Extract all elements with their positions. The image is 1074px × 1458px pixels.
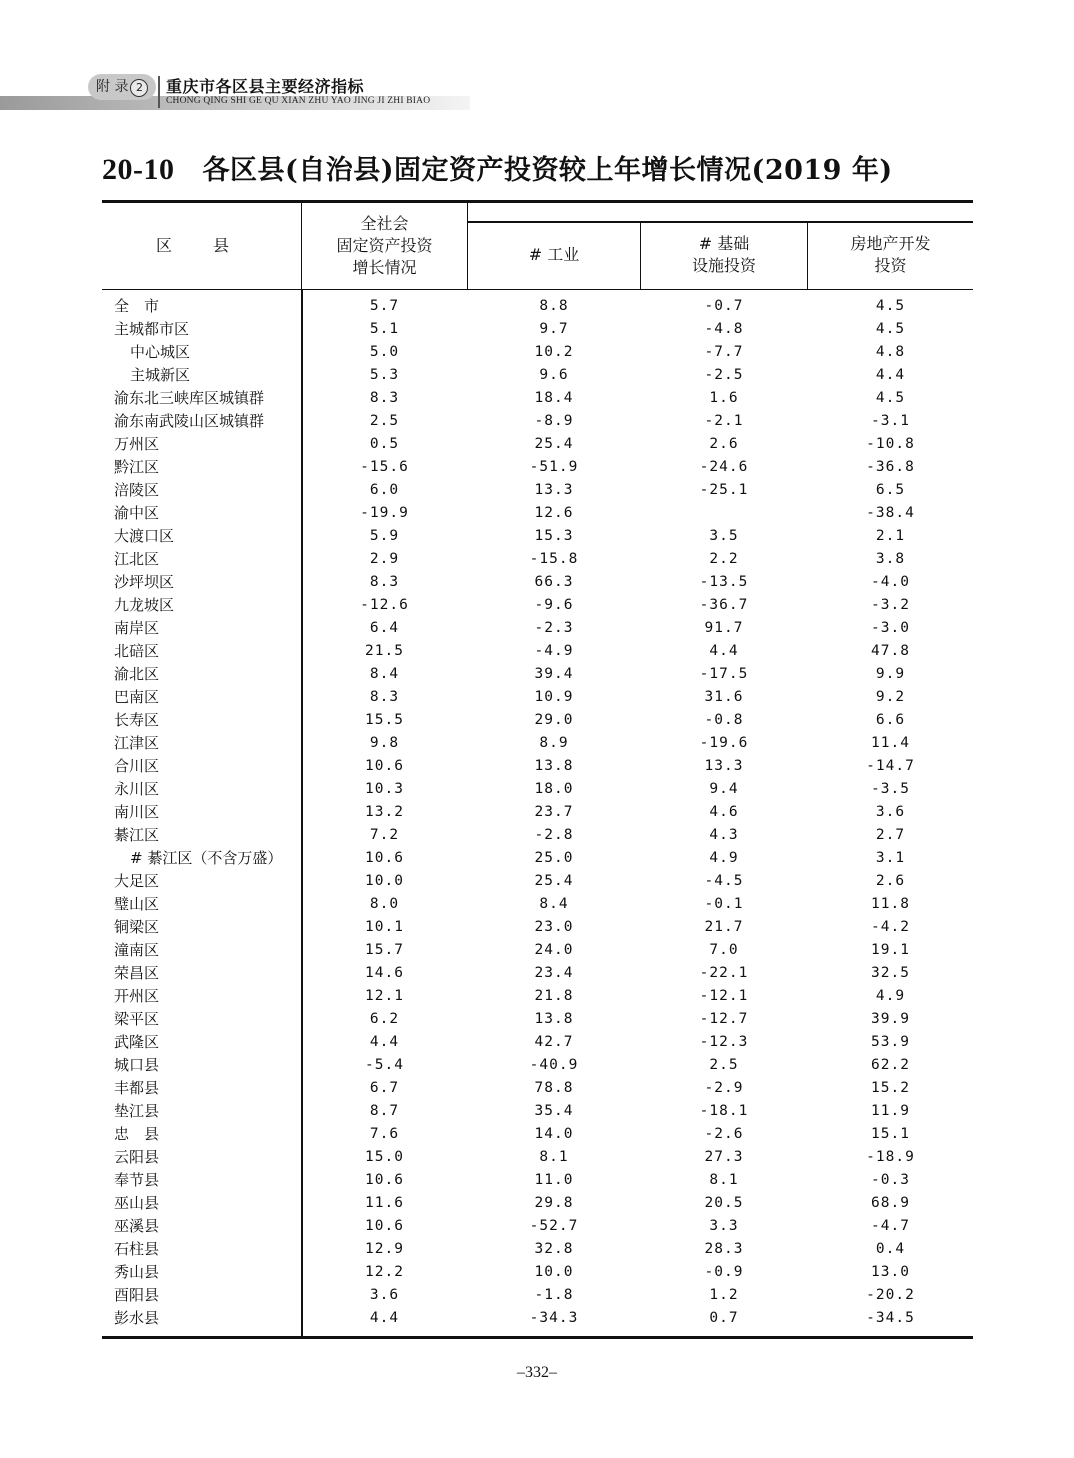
row-district-name: 渝东南武陵山区城镇群 [114, 412, 265, 430]
table-row [102, 364, 973, 387]
cell-infrastructure-growth: -12.1 [699, 988, 749, 1004]
cell-total-growth: 10.6 [365, 850, 404, 866]
cell-total-growth: 2.9 [369, 551, 400, 567]
row-district-name: 南岸区 [114, 619, 160, 637]
cell-total-growth: 0.5 [369, 436, 400, 452]
table-row [102, 640, 973, 663]
cell-total-growth: 6.0 [369, 482, 400, 498]
table-row [102, 686, 973, 709]
cell-real-estate-growth: -3.2 [871, 597, 910, 613]
table-row [102, 1008, 973, 1031]
cell-industry-growth: -34.3 [529, 1310, 579, 1326]
cell-industry-growth: -51.9 [529, 459, 579, 475]
cell-infrastructure-growth: -0.1 [704, 896, 744, 912]
cell-real-estate-growth: 2.7 [875, 827, 906, 843]
table-row [102, 594, 973, 617]
cell-real-estate-growth: 2.1 [875, 528, 906, 544]
row-district-name: 秀山县 [114, 1263, 160, 1281]
row-district-name: 合川区 [114, 757, 160, 775]
cell-industry-growth: 42.7 [534, 1034, 574, 1050]
cell-infrastructure-growth: 0.7 [709, 1310, 739, 1326]
cell-real-estate-growth: -38.4 [866, 505, 915, 521]
cell-infrastructure-growth: 8.1 [709, 1172, 739, 1188]
cell-real-estate-growth: -34.5 [866, 1310, 915, 1326]
table-row [102, 502, 973, 525]
cell-total-growth: 6.2 [369, 1011, 400, 1027]
col-header-industry: # 工业 [468, 221, 641, 289]
cell-total-growth: 11.6 [365, 1195, 404, 1211]
cell-real-estate-growth: 4.5 [875, 298, 906, 314]
cell-infrastructure-growth: 9.4 [709, 781, 739, 797]
table-row [102, 1123, 973, 1146]
row-district-name: 忠 县 [114, 1125, 160, 1143]
cell-total-growth: 3.6 [369, 1287, 400, 1303]
row-district-name: 全 市 [114, 297, 160, 315]
cell-industry-growth: 39.4 [534, 666, 574, 682]
cell-real-estate-growth: 68.9 [871, 1195, 910, 1211]
cell-industry-growth: 8.9 [539, 735, 569, 751]
cell-infrastructure-growth: 2.6 [709, 436, 739, 452]
cell-total-growth: 8.7 [369, 1103, 400, 1119]
cell-real-estate-growth: 4.9 [875, 988, 906, 1004]
cell-infrastructure-growth: 2.2 [709, 551, 739, 567]
cell-real-estate-growth: 4.5 [875, 321, 906, 337]
cell-real-estate-growth: -20.2 [866, 1287, 915, 1303]
table-row [102, 778, 973, 801]
cell-total-growth: 5.9 [369, 528, 400, 544]
row-district-name: 长寿区 [114, 711, 160, 729]
cell-infrastructure-growth: -36.7 [699, 597, 749, 613]
cell-real-estate-growth: 2.6 [875, 873, 906, 889]
cell-industry-growth: -2.3 [534, 620, 574, 636]
cell-real-estate-growth: 13.0 [871, 1264, 910, 1280]
cell-total-growth: 4.4 [369, 1310, 400, 1326]
cell-real-estate-growth: 6.6 [875, 712, 906, 728]
table-row [102, 916, 973, 939]
cell-infrastructure-growth: -4.5 [704, 873, 744, 889]
cell-infrastructure-growth: 1.6 [709, 390, 739, 406]
row-district-name: 渝北区 [114, 665, 160, 683]
cell-total-growth: 7.2 [369, 827, 400, 843]
cell-infrastructure-growth: -4.8 [704, 321, 744, 337]
cell-industry-growth: 32.8 [534, 1241, 574, 1257]
cell-total-growth: 5.0 [369, 344, 400, 360]
table-row [102, 341, 973, 364]
cell-infrastructure-growth: -17.5 [699, 666, 749, 682]
cell-infrastructure-growth: 13.3 [704, 758, 744, 774]
cell-total-growth: 10.6 [365, 758, 404, 774]
cell-real-estate-growth: -10.8 [866, 436, 915, 452]
cell-real-estate-growth: 32.5 [871, 965, 910, 981]
row-district-name: 九龙坡区 [114, 596, 175, 614]
cell-total-growth: 15.5 [365, 712, 404, 728]
table-row [102, 663, 973, 686]
cell-total-growth: 6.4 [369, 620, 400, 636]
cell-real-estate-growth: 11.8 [871, 896, 910, 912]
cell-total-growth: 8.4 [369, 666, 400, 682]
cell-total-growth: -19.9 [360, 505, 409, 521]
table-row [102, 1284, 973, 1307]
cell-industry-growth: 25.0 [534, 850, 574, 866]
row-district-name: 沙坪坝区 [114, 573, 175, 591]
cell-real-estate-growth: -3.1 [871, 413, 910, 429]
col-header-district: 区 县 [102, 203, 302, 289]
cell-infrastructure-growth: 1.2 [709, 1287, 739, 1303]
row-district-name: 涪陵区 [114, 481, 160, 499]
table-row [102, 985, 973, 1008]
row-district-name: 主城新区 [130, 366, 191, 384]
header-divider [158, 76, 160, 108]
cell-industry-growth: 14.0 [534, 1126, 574, 1142]
table-row [102, 1100, 973, 1123]
row-district-name: 巴南区 [114, 688, 160, 706]
cell-infrastructure-growth: -18.1 [699, 1103, 749, 1119]
cell-infrastructure-growth: 21.7 [704, 919, 744, 935]
cell-infrastructure-growth: -19.6 [699, 735, 749, 751]
cell-real-estate-growth: 4.8 [875, 344, 906, 360]
table-row [102, 732, 973, 755]
cell-industry-growth: 10.2 [534, 344, 574, 360]
cell-industry-growth: 8.8 [539, 298, 569, 314]
cell-real-estate-growth: -36.8 [866, 459, 915, 475]
table-row [102, 571, 973, 594]
table-header [102, 203, 973, 290]
table-row [102, 1192, 973, 1215]
cell-total-growth: 4.4 [369, 1034, 400, 1050]
table-row [102, 479, 973, 502]
cell-industry-growth: 24.0 [534, 942, 574, 958]
table-row [102, 870, 973, 893]
table-row [102, 1077, 973, 1100]
cell-infrastructure-growth: -2.6 [704, 1126, 744, 1142]
cell-total-growth: 8.3 [369, 689, 400, 705]
row-district-name: 垫江县 [114, 1102, 160, 1120]
cell-industry-growth: 25.4 [534, 873, 574, 889]
table-row [102, 1146, 973, 1169]
cell-total-growth: 10.0 [365, 873, 404, 889]
cell-infrastructure-growth: 4.6 [709, 804, 739, 820]
cell-total-growth: 2.5 [369, 413, 400, 429]
cell-industry-growth: 13.8 [534, 758, 574, 774]
cell-real-estate-growth: -4.2 [871, 919, 910, 935]
table-row [102, 709, 973, 732]
cell-real-estate-growth: 15.2 [871, 1080, 910, 1096]
row-district-name: 江津区 [114, 734, 160, 752]
cell-industry-growth: 9.7 [539, 321, 569, 337]
row-district-name: 铜梁区 [114, 918, 160, 936]
table-row [102, 1054, 973, 1077]
table-row [102, 410, 973, 433]
cell-total-growth: 15.7 [365, 942, 404, 958]
cell-real-estate-growth: -3.5 [871, 781, 910, 797]
row-district-name: 梁平区 [114, 1010, 160, 1028]
row-district-name: 荣昌区 [114, 964, 160, 982]
cell-industry-growth: 29.0 [534, 712, 574, 728]
cell-total-growth: 15.0 [365, 1149, 404, 1165]
cell-infrastructure-growth: -12.7 [699, 1011, 749, 1027]
row-district-name: 北碚区 [114, 642, 160, 660]
cell-total-growth: 9.8 [369, 735, 400, 751]
cell-total-growth: -12.6 [360, 597, 409, 613]
cell-real-estate-growth: 53.9 [871, 1034, 910, 1050]
cell-total-growth: 8.0 [369, 896, 400, 912]
cell-industry-growth: 23.4 [534, 965, 574, 981]
row-district-name: 主城都市区 [114, 320, 190, 338]
appendix-tab-number: 2 [130, 79, 148, 97]
row-district-name: 开州区 [114, 987, 160, 1005]
cell-industry-growth: -15.8 [529, 551, 579, 567]
cell-total-growth: -15.6 [360, 459, 409, 475]
cell-industry-growth: 29.8 [534, 1195, 574, 1211]
cell-total-growth: 6.7 [369, 1080, 400, 1096]
cell-infrastructure-growth: 28.3 [704, 1241, 744, 1257]
running-header-subtitle: CHONG QING SHI GE QU XIAN ZHU YAO JING JI ZHI BIAO [166, 96, 431, 106]
cell-total-growth: 5.7 [369, 298, 400, 314]
col-header-total-investment: 全社会 固定资产投资 增长情况 [302, 203, 468, 289]
row-district-name: 大足区 [114, 872, 160, 890]
cell-real-estate-growth: 15.1 [871, 1126, 910, 1142]
cell-industry-growth: 13.3 [534, 482, 574, 498]
cell-industry-growth: -40.9 [529, 1057, 579, 1073]
row-district-name: 江北区 [114, 550, 160, 568]
table-title [102, 148, 982, 187]
cell-infrastructure-growth: -7.7 [704, 344, 744, 360]
cell-real-estate-growth: 11.4 [871, 735, 910, 751]
cell-infrastructure-growth: -0.7 [704, 298, 744, 314]
row-district-name: 渝中区 [114, 504, 160, 522]
row-district-name: 南川区 [114, 803, 160, 821]
cell-infrastructure-growth: -13.5 [699, 574, 749, 590]
cell-infrastructure-growth: -25.1 [699, 482, 749, 498]
cell-real-estate-growth: 3.1 [875, 850, 906, 866]
table-row [102, 1238, 973, 1261]
table-row [102, 824, 973, 847]
cell-infrastructure-growth: 4.3 [709, 827, 739, 843]
running-header-title: 重庆市各区县主要经济指标 [166, 77, 365, 96]
cell-total-growth: 5.3 [369, 367, 400, 383]
row-district-name: # 綦江区（不含万盛） [130, 849, 283, 867]
cell-real-estate-growth: 39.9 [871, 1011, 910, 1027]
row-district-name: 黔江区 [114, 458, 160, 476]
row-district-name: 奉节县 [114, 1171, 160, 1189]
appendix-tab [88, 74, 156, 100]
row-district-name: 云阳县 [114, 1148, 160, 1166]
cell-infrastructure-growth: -24.6 [699, 459, 749, 475]
table-row [102, 456, 973, 479]
cell-industry-growth: -2.8 [534, 827, 574, 843]
table-row [102, 893, 973, 916]
cell-industry-growth: 35.4 [534, 1103, 574, 1119]
cell-industry-growth: 66.3 [534, 574, 574, 590]
cell-infrastructure-growth: 91.7 [704, 620, 744, 636]
cell-industry-growth: 9.6 [539, 367, 569, 383]
cell-infrastructure-growth: -2.1 [704, 413, 744, 429]
table-row [102, 295, 973, 318]
cell-real-estate-growth: 62.2 [871, 1057, 910, 1073]
table-row [102, 755, 973, 778]
cell-real-estate-growth: -3.0 [871, 620, 910, 636]
cell-total-growth: 5.1 [369, 321, 400, 337]
cell-industry-growth: 18.4 [534, 390, 574, 406]
cell-infrastructure-growth: -0.9 [704, 1264, 744, 1280]
cell-real-estate-growth: 9.2 [875, 689, 906, 705]
cell-total-growth: 10.1 [365, 919, 404, 935]
table-row [102, 433, 973, 456]
cell-industry-growth: 11.0 [534, 1172, 574, 1188]
cell-real-estate-growth: 4.4 [875, 367, 906, 383]
table-row [102, 525, 973, 548]
table-body [102, 290, 973, 1339]
cell-infrastructure-growth: -22.1 [699, 965, 749, 981]
row-district-name: 大渡口区 [114, 527, 175, 545]
table-row [102, 617, 973, 640]
table-row [102, 1031, 973, 1054]
row-district-name: 璧山区 [114, 895, 160, 913]
table-row [102, 801, 973, 824]
appendix-tab-label: 附 录 [96, 79, 129, 95]
cell-infrastructure-growth: -0.8 [704, 712, 744, 728]
cell-total-growth: 12.1 [365, 988, 404, 1004]
cell-infrastructure-growth: 20.5 [704, 1195, 744, 1211]
cell-total-growth: 10.3 [365, 781, 404, 797]
cell-real-estate-growth: 47.8 [871, 643, 910, 659]
cell-real-estate-growth: -18.9 [866, 1149, 915, 1165]
row-district-name: 渝东北三峡库区城镇群 [114, 389, 265, 407]
cell-real-estate-growth: 4.5 [875, 390, 906, 406]
cell-total-growth: 12.9 [365, 1241, 404, 1257]
cell-industry-growth: -4.9 [534, 643, 574, 659]
cell-total-growth: 12.2 [365, 1264, 404, 1280]
cell-infrastructure-growth: 4.4 [709, 643, 739, 659]
cell-infrastructure-growth: 2.5 [709, 1057, 739, 1073]
col-header-real-estate: 房地产开发 投资 [850, 234, 931, 275]
row-district-name: 巫溪县 [114, 1217, 160, 1235]
cell-real-estate-growth: 6.5 [875, 482, 906, 498]
page-number: –332– [517, 1364, 557, 1381]
cell-infrastructure-growth: 7.0 [709, 942, 739, 958]
table-row [102, 939, 973, 962]
cell-infrastructure-growth: -12.3 [699, 1034, 749, 1050]
table-title-text: 各区县(自治县)固定资产投资较上年增长情况(2019 年) [202, 155, 893, 186]
row-district-name: 酉阳县 [114, 1286, 160, 1304]
cell-industry-growth: 18.0 [534, 781, 574, 797]
table-row [102, 1261, 973, 1284]
table-code: 20-10 [102, 153, 175, 186]
cell-real-estate-growth: -0.3 [871, 1172, 910, 1188]
cell-real-estate-growth: 3.6 [875, 804, 906, 820]
cell-total-growth: 10.6 [365, 1172, 404, 1188]
row-district-name: 綦江区 [114, 826, 160, 844]
row-district-name: 潼南区 [114, 941, 160, 959]
cell-total-growth: 8.3 [369, 574, 400, 590]
row-district-name: 丰都县 [114, 1079, 160, 1097]
table-row [102, 318, 973, 341]
cell-industry-growth: 15.3 [534, 528, 574, 544]
cell-real-estate-growth: 3.8 [875, 551, 906, 567]
row-district-name: 石柱县 [114, 1240, 160, 1258]
cell-industry-growth: 21.8 [534, 988, 574, 1004]
row-district-name: 城口县 [114, 1056, 160, 1074]
cell-real-estate-growth: -4.0 [871, 574, 910, 590]
cell-total-growth: 7.6 [369, 1126, 400, 1142]
cell-real-estate-growth: 19.1 [871, 942, 910, 958]
cell-real-estate-growth: -14.7 [866, 758, 915, 774]
cell-total-growth: 13.2 [365, 804, 404, 820]
cell-infrastructure-growth: -2.5 [704, 367, 744, 383]
table-row [102, 548, 973, 571]
row-district-name: 万州区 [114, 435, 160, 453]
cell-industry-growth: 10.9 [534, 689, 574, 705]
table-row [102, 962, 973, 985]
col-header-infrastructure: # 基础 设施投资 [641, 221, 808, 289]
data-table [102, 200, 973, 1339]
cell-industry-growth: 78.8 [534, 1080, 574, 1096]
cell-infrastructure-growth: 27.3 [704, 1149, 744, 1165]
cell-industry-growth: -1.8 [534, 1287, 574, 1303]
cell-infrastructure-growth: 3.5 [709, 528, 739, 544]
table-row [102, 1169, 973, 1192]
cell-industry-growth: 10.0 [534, 1264, 574, 1280]
cell-total-growth: -5.4 [365, 1057, 404, 1073]
cell-industry-growth: 25.4 [534, 436, 574, 452]
table-row [102, 847, 973, 870]
table-row [102, 1307, 973, 1330]
cell-industry-growth: 12.6 [534, 505, 574, 521]
cell-industry-growth: 13.8 [534, 1011, 574, 1027]
cell-real-estate-growth: -4.7 [871, 1218, 910, 1234]
cell-industry-growth: -8.9 [534, 413, 574, 429]
cell-real-estate-growth: 0.4 [875, 1241, 906, 1257]
cell-industry-growth: 23.0 [534, 919, 574, 935]
cell-total-growth: 21.5 [365, 643, 404, 659]
cell-total-growth: 8.3 [369, 390, 400, 406]
row-district-name: 巫山县 [114, 1194, 160, 1212]
cell-real-estate-growth: 9.9 [875, 666, 906, 682]
cell-industry-growth: -9.6 [534, 597, 574, 613]
row-district-name: 彭水县 [114, 1309, 160, 1327]
cell-industry-growth: 23.7 [534, 804, 574, 820]
table-row [102, 1215, 973, 1238]
cell-infrastructure-growth: 4.9 [709, 850, 739, 866]
cell-total-growth: 14.6 [365, 965, 404, 981]
cell-industry-growth: 8.1 [539, 1149, 569, 1165]
cell-industry-growth: 8.4 [539, 896, 569, 912]
cell-infrastructure-growth: 3.3 [709, 1218, 739, 1234]
row-district-name: 永川区 [114, 780, 160, 798]
row-district-name: 武隆区 [114, 1033, 160, 1051]
table-row [102, 387, 973, 410]
cell-total-growth: 10.6 [365, 1218, 404, 1234]
cell-infrastructure-growth: 31.6 [704, 689, 744, 705]
cell-industry-growth: -52.7 [529, 1218, 579, 1234]
row-district-name: 中心城区 [130, 343, 191, 361]
cell-real-estate-growth: 11.9 [871, 1103, 910, 1119]
cell-infrastructure-growth: -2.9 [704, 1080, 744, 1096]
